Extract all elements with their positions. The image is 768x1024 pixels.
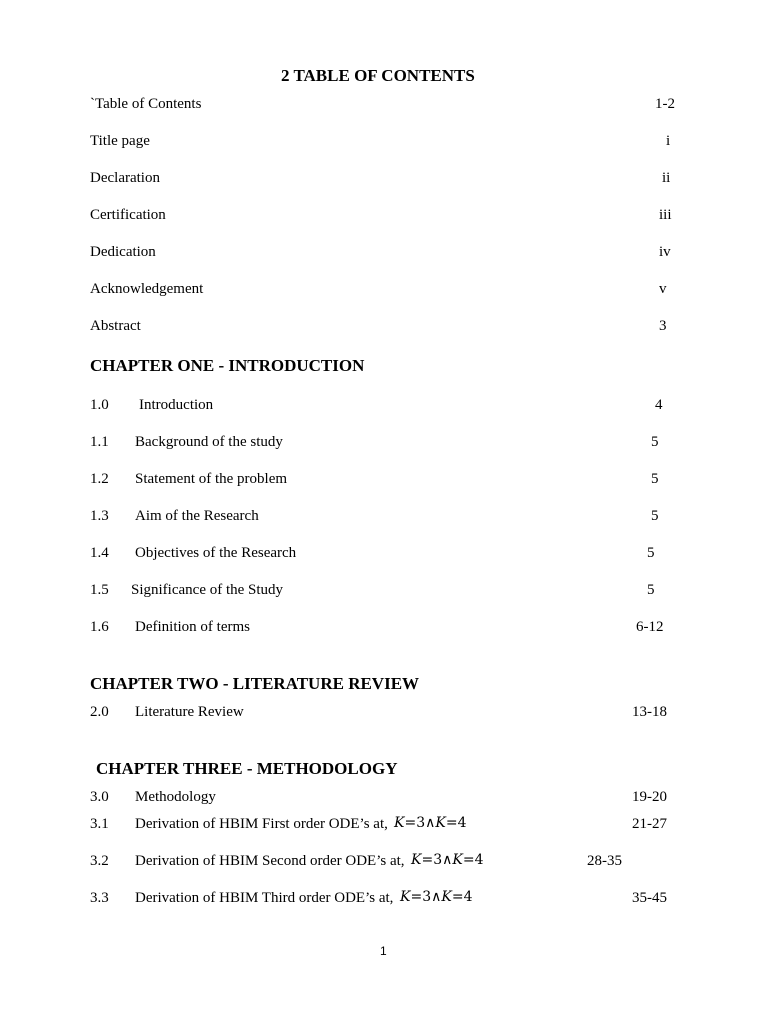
math-expression: K=3∧K=4 (394, 815, 467, 831)
front-matter-page: v (659, 281, 667, 297)
section-title: Derivation of HBIM Third order ODE’s at, (135, 890, 394, 906)
section-title: Background of the study (135, 434, 283, 450)
chapter-three-heading: CHAPTER THREE - METHODOLOGY (96, 759, 398, 778)
math-expression: K=3∧K=4 (411, 852, 484, 868)
front-matter-page: i (666, 133, 671, 149)
section-number: 1.1 (90, 434, 109, 450)
section-page: 4 (655, 397, 663, 413)
section-page: 5 (651, 508, 659, 524)
page-number: 1 (380, 944, 387, 958)
front-matter-page: iii (659, 207, 672, 223)
front-matter-page: 3 (659, 318, 667, 334)
section-number: 3.0 (90, 789, 109, 805)
section-title: Significance of the Study (131, 582, 284, 598)
section-page: 5 (647, 545, 655, 561)
section-page: 5 (647, 582, 655, 598)
section-page: 35-45 (632, 890, 667, 906)
section-title: Definition of terms (135, 619, 250, 635)
front-matter-label: Title page (90, 133, 150, 149)
section-number: 1.3 (90, 508, 109, 524)
section-number: 1.2 (90, 471, 109, 487)
section-number: 3.3 (90, 890, 109, 906)
front-matter-label: Declaration (90, 170, 160, 186)
section-number: 3.2 (90, 853, 109, 869)
section-title: Objectives of the Research (135, 545, 297, 561)
math-expression: K=3∧K=4 (400, 889, 473, 905)
section-page: 28-35 (587, 853, 622, 869)
section-number: 1.4 (90, 545, 109, 561)
front-matter-page: ii (662, 170, 671, 186)
section-number: 1.6 (90, 619, 109, 635)
section-title: Introduction (139, 397, 214, 413)
section-number: 3.1 (90, 816, 109, 832)
section-page: 5 (651, 434, 659, 450)
section-title: Statement of the problem (135, 471, 288, 487)
section-title: Literature Review (135, 704, 244, 720)
section-page: 19-20 (632, 789, 667, 805)
section-number: 1.0 (90, 397, 109, 413)
front-matter-page: 1-2 (655, 96, 675, 112)
toc-title: 2 TABLE OF CONTENTS (281, 66, 475, 85)
section-page: 5 (651, 471, 659, 487)
chapter-one-heading: CHAPTER ONE - INTRODUCTION (90, 356, 365, 375)
section-title: Derivation of HBIM Second order ODE’s at, (135, 853, 405, 869)
front-matter-page: iv (659, 244, 671, 260)
chapter-two-heading: CHAPTER TWO - LITERATURE REVIEW (90, 674, 420, 693)
front-matter-label: Acknowledgement (90, 281, 204, 297)
section-number: 2.0 (90, 704, 109, 720)
front-matter-label: Certification (90, 207, 166, 223)
section-title: Methodology (135, 789, 216, 805)
section-page: 21-27 (632, 816, 667, 832)
section-page: 13-18 (632, 704, 667, 720)
front-matter-label: Dedication (90, 244, 156, 260)
front-matter-label: Abstract (90, 318, 141, 334)
section-page: 6-12 (636, 619, 664, 635)
section-number: 1.5 (90, 582, 109, 598)
section-title: Aim of the Research (135, 508, 259, 524)
front-matter-label: `Table of Contents (90, 96, 202, 112)
section-title: Derivation of HBIM First order ODE’s at, (135, 816, 388, 832)
